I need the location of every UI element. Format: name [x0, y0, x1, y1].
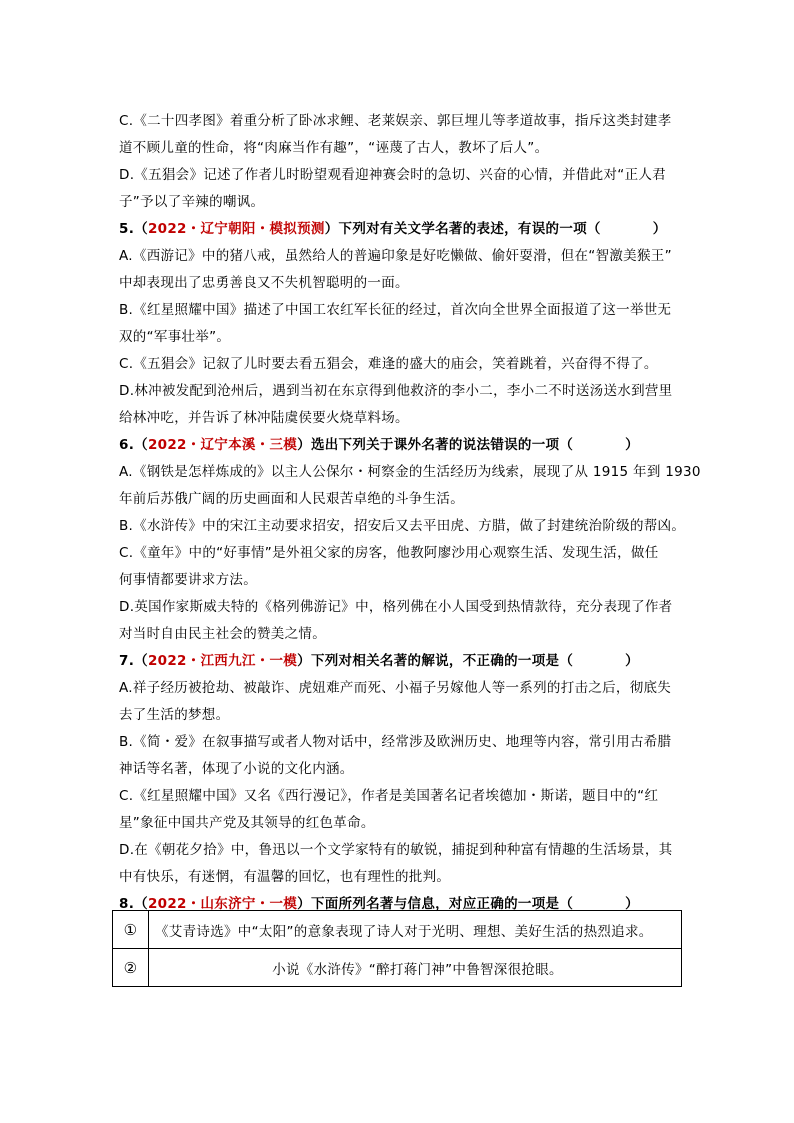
- option-line: 对当时自由民主社会的赞美之情。: [119, 626, 326, 642]
- table-row: [113, 911, 682, 949]
- option-line: 给林冲吃，并告诉了林冲陆虞侯要火烧草料场。: [119, 410, 409, 426]
- question-source: 2022・江西九江・一模: [147, 653, 298, 669]
- row-text: 小说《水浒传》“醉打蒋门神”中鲁智深很抢眼。: [149, 949, 682, 987]
- table-row: [113, 949, 682, 987]
- option-line: 道不顾儿童的性命，将“肉麻当作有趣”，“诬蔑了古人，教坏了后人”。: [119, 140, 549, 156]
- option-line: A.祥子经历被抢劫、被敲诈、虎妞难产而死、小福子另嫁他人等一系列的打击之后，彻底失: [119, 680, 672, 696]
- option-line: A.《西游记》中的猪八戒，虽然给人的普遍印象是好吃懒做、偷奸耍滑，但在“智激美猴王”: [119, 248, 672, 264]
- option-line: 中却表现出了忠勇善良又不失机智聪明的一面。: [119, 275, 409, 291]
- row-text: 《艾青诗选》中“太阳”的意象表现了诗人对于光明、理想、美好生活的热烈追求。: [149, 911, 682, 949]
- option-line: 何事情都要讲求方法。: [119, 572, 257, 588]
- option-line: 中有快乐，有迷惘，有温馨的回忆，也有理性的批判。: [119, 869, 451, 885]
- option-line: 双的“军事壮举”。: [119, 329, 231, 345]
- question-7: [119, 648, 679, 891]
- option-line: D.在《朝花夕拾》中，鲁迅以一个文学家特有的敏锐，捕捉到种种富有情趣的生活场景，其: [119, 842, 673, 858]
- option-line: D.《五猖会》记述了作者儿时盼望观看迎神赛会时的急切、兴奋的心情，并借此对“正人君: [119, 167, 666, 183]
- question-source: 2022・山东济宁・一模: [147, 896, 298, 912]
- option-line: B.《红星照耀中国》描述了中国工农红军长征的经过，首次向全世界全面报道了这一举世无: [119, 302, 672, 318]
- question-source: 2022・辽宁本溪・三模: [147, 437, 298, 453]
- previous-options: [119, 108, 679, 216]
- option-line: C.《二十四孝图》着重分析了卧冰求鲤、老莱娱亲、郭巨埋儿等孝道故事，指斥这类封建孝: [119, 113, 672, 129]
- option-line: 子”予以了辛辣的嘲讽。: [119, 194, 265, 210]
- question-stem: 5.（2022・辽宁朝阳・模拟预测）下列对有关文学名著的表述，有误的一项（ ）: [119, 221, 667, 237]
- row-number: ①: [113, 911, 149, 949]
- question-stem: 6.（2022・辽宁本溪・三模）选出下列关于课外名著的说法错误的一项（ ）: [119, 437, 639, 453]
- question-content: [119, 108, 701, 918]
- info-table: [112, 910, 682, 987]
- row-number: ②: [113, 949, 149, 987]
- option-line: B.《简・爱》在叙事描写或者人物对话中，经常涉及欧洲历史、地理等内容，常引用古希腊: [119, 734, 672, 750]
- option-line: C.《五猖会》记叙了儿时要去看五猖会，难逢的盛大的庙会，笑着跳着，兴奋得不得了。: [119, 356, 658, 372]
- question-source: 2022・辽宁朝阳・模拟预测: [147, 221, 325, 237]
- option-line: B.《水浒传》中的宋江主动要求招安，招安后又去平田虎、方腊，做了封建统治阶级的帮凶。: [119, 518, 686, 534]
- option-line: 去了生活的梦想。: [119, 707, 230, 723]
- question-stem: 8.（2022・山东济宁・一模）下面所列名著与信息，对应正确的一项是（ ）: [119, 896, 639, 912]
- question-5: [119, 216, 679, 432]
- option-line: D.林冲被发配到沧州后，遇到当初在东京得到他救济的李小二，李小二不时送汤送水到营里: [119, 383, 673, 399]
- option-line: 星”象征中国共产党及其领导的红色革命。: [119, 815, 375, 831]
- option-line: 年前后苏俄广阔的历史画面和人民艰苦卓绝的斗争生活。: [119, 491, 464, 507]
- option-line: A.《钢铁是怎样炼成的》以主人公保尔・柯察金的生活经历为线索，展现了从 1915 年到 1930: [119, 464, 701, 480]
- question-stem: 7.（2022・江西九江・一模）下列对相关名著的解说，不正确的一项是（ ）: [119, 653, 639, 669]
- option-line: C.《童年》中的“好事情”是外祖父家的房客，他教阿廖沙用心观察生活、发现生活，做任: [119, 545, 659, 561]
- option-line: C.《红星照耀中国》又名《西行漫记》，作者是美国著名记者埃德加・斯诺，题目中的“红: [119, 788, 659, 804]
- question-6: [119, 432, 701, 648]
- option-line: 神话等名著，体现了小说的文化内涵。: [119, 761, 354, 777]
- option-line: D.英国作家斯威夫特的《格列佛游记》中，格列佛在小人国受到热情款待，充分表现了作者: [119, 599, 673, 615]
